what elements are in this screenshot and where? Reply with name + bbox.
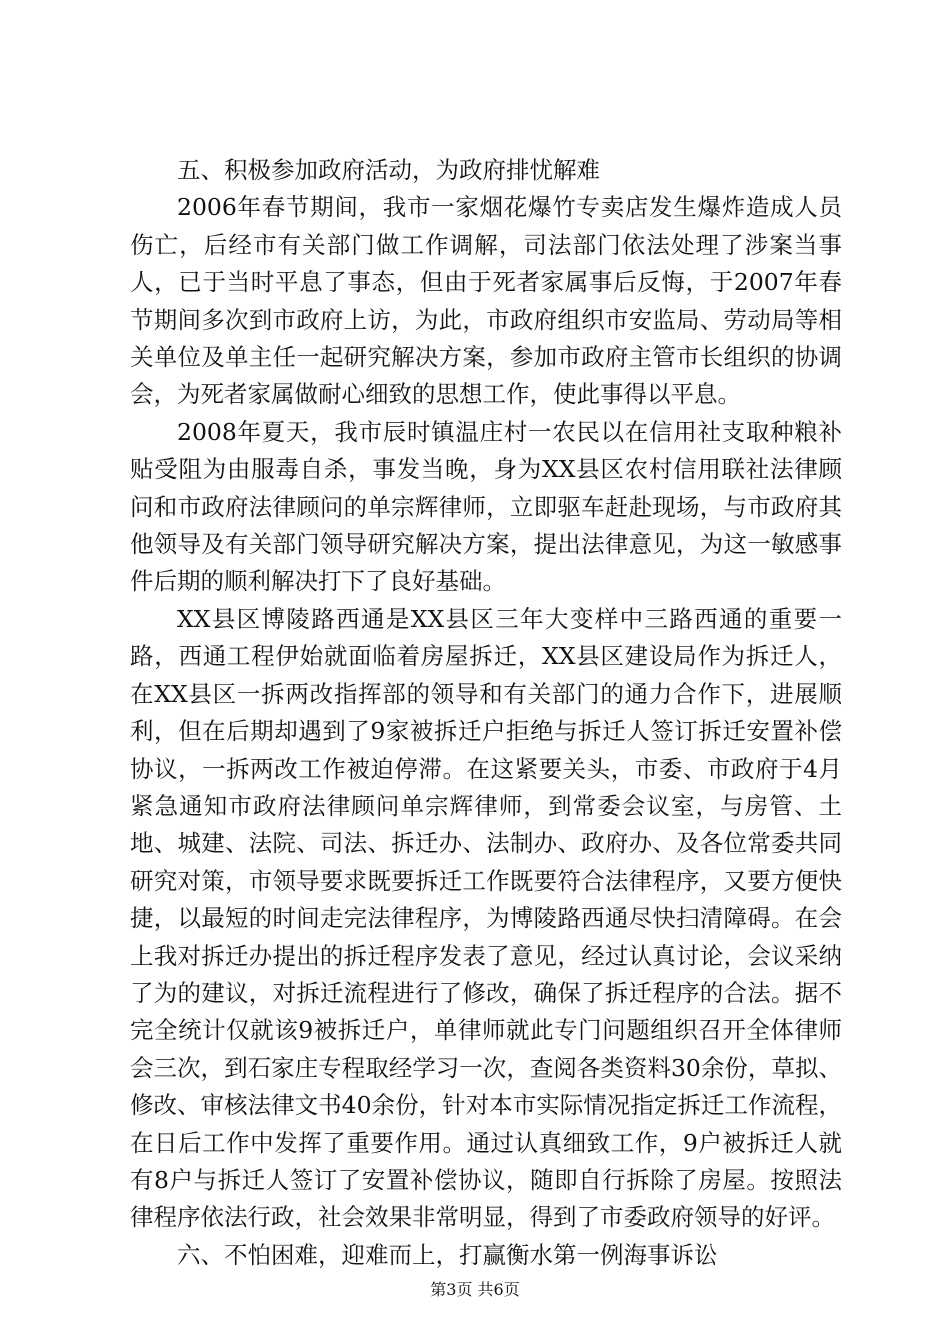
section-heading-six: 六、不怕困难，迎难而上，打赢衡水第一例海事诉讼	[177, 1240, 718, 1269]
paragraph-2008-incident: 2008年夏天，我市辰时镇温庄村一农民以在信用社支取种粮补贴受阻为由服毒自杀，事发当晚，身为XX县区农村信用联社法律顾问和市政府法律顾问的单宗辉律师，立即驱车赶赴现场，与市政府其他领导及有关部门领导研究解决方案，提出法律意见，为这一敏感事件后期的顺利解决打下了良好基础。	[130, 417, 842, 596]
page-footer: 第3页 共6页	[430, 1280, 520, 1299]
paragraph-2006-incident: 2006年春节期间，我市一家烟花爆竹专卖店发生爆炸造成人员伤亡，后经市有关部门做工作调解，司法部门依法处理了涉案当事人，已于当时平息了事态，但由于死者家属事后反悔，于2007年春节期间多次到市政府上访，为此，市政府组织市安监局、劳动局等相关单位及单主任一起研究解决方案，参加市政府主管市长组织的协调会，为死者家属做耐心细致的思想工作，使此事得以平息。	[130, 193, 842, 409]
section-heading-five: 五、积极参加政府活动，为政府排忧解难	[177, 156, 600, 184]
document-body	[130, 152, 842, 1274]
paragraph-demolition-project: XX县区博陵路西通是XX县区三年大变样中三路西通的重要一路，西通工程伊始就面临着房屋拆迁，XX县区建设局作为拆迁人，在XX县区一拆两改指挥部的领导和有关部门的通力合作下，进展顺利，但在后期却遇到了9家被拆迁户拒绝与拆迁人签订拆迁安置补偿协议，一拆两改工作被迫停滞。在这紧要关头，市委、市政府于4月紧急通知市政府法律顾问单宗辉律师，到常委会议室，与房管、土地、城建、法院、司法、拆迁办、法制办、政府办、及各位常委共同研究对策，市领导要求既要拆迁工作既要符合法律程序，又要方便快捷，以最短的时间走完法律程序，为博陵路西通尽快扫清障碍。在会上我对拆迁办提出的拆迁程序发表了意见，经过认真讨论，会议采纳了为的建议，对拆迁流程进行了修改，确保了拆迁程序的合法。据不完全统计仅就该9被拆迁户，单律师就此专门问题组织召开全体律师会三次，到石家庄专程取经学习一次，查阅各类资料30余份，草拟、修改、审核法律文书40余份，针对本市实际情况指定拆迁工作流程，在日后工作中发挥了重要作用。通过认真细致工作，9户被拆迁人就有8户与拆迁人签订了安置补偿协议，随即自行拆除了房屋。按照法律程序依法行政，社会效果非常明显，得到了市委政府领导的好评。	[130, 604, 842, 1232]
